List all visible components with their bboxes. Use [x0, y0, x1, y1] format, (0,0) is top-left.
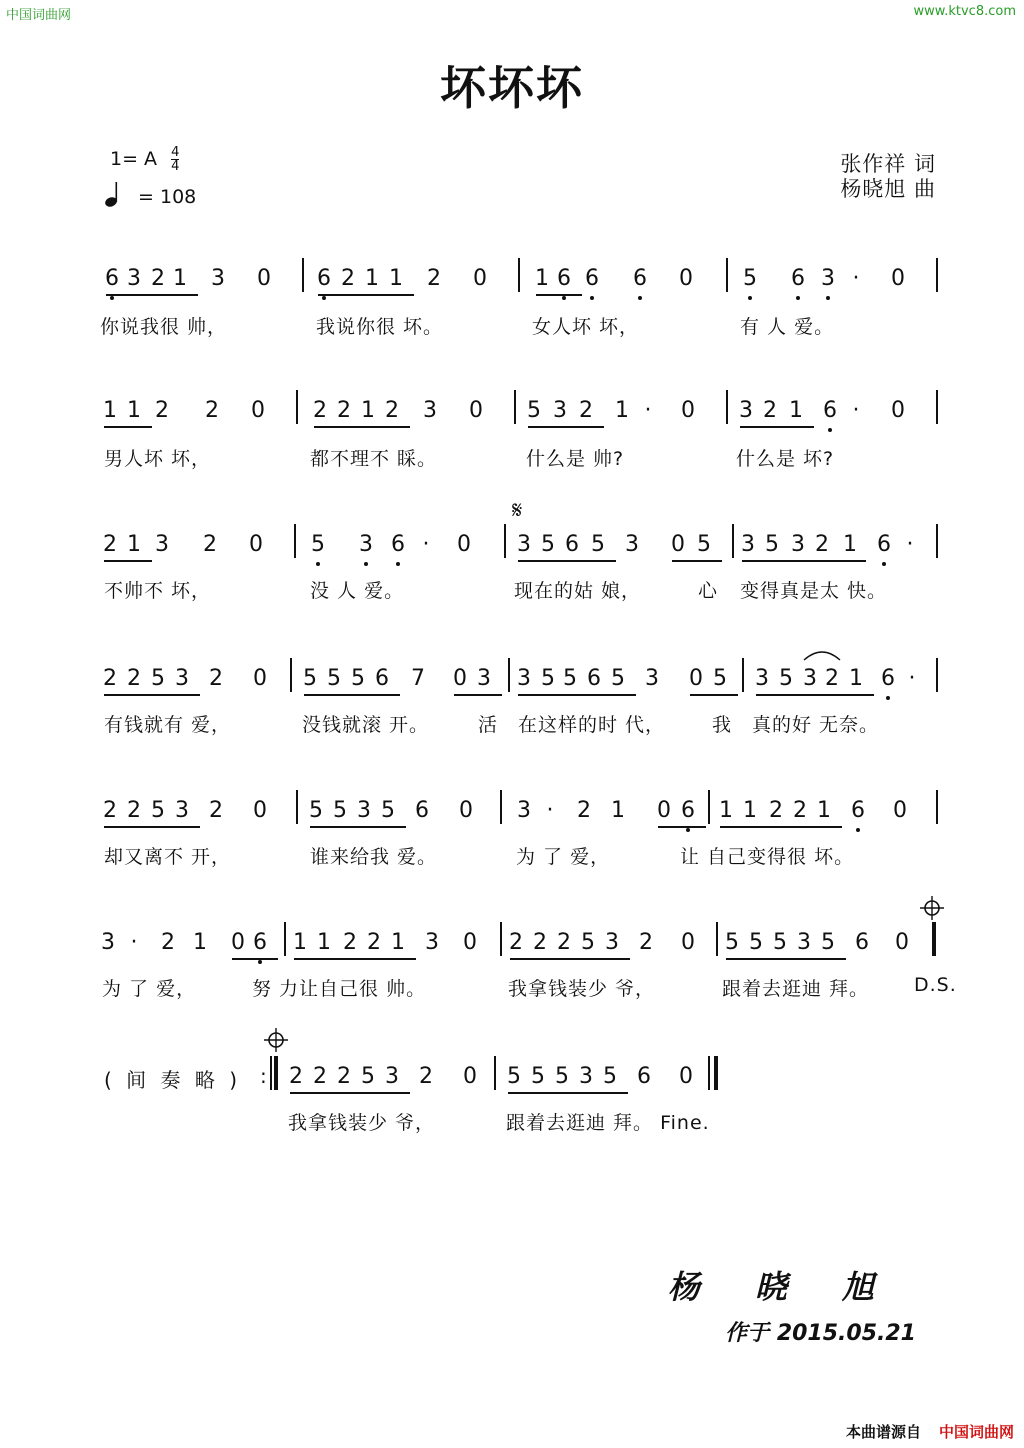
note: 5 — [151, 798, 165, 823]
lyric-segment: 不帅不 坏， — [104, 580, 212, 602]
note: 3 — [425, 930, 439, 955]
bar-line — [270, 1056, 272, 1090]
note: 1 — [317, 930, 331, 955]
bar-line — [302, 258, 304, 292]
note: 6 — [582, 266, 602, 291]
lyric-segment: 女人坏 坏， — [532, 316, 640, 338]
note: 1 — [103, 398, 117, 423]
note: 6 — [874, 532, 894, 557]
note: 1 — [535, 266, 549, 291]
thick-bar-line — [932, 922, 936, 956]
lyric-segment: 有 人 爱。 — [740, 316, 835, 338]
bar-line — [732, 524, 734, 558]
note: 2 — [209, 666, 223, 691]
time-bottom: 4 — [171, 159, 180, 174]
note: 1 — [389, 266, 403, 291]
beam-underline — [690, 694, 738, 696]
lyric-segment: 心 — [698, 580, 719, 602]
note: 3 — [553, 398, 567, 423]
note: 5 — [541, 532, 555, 557]
beam-underline — [290, 1092, 410, 1094]
note: 5 — [581, 930, 595, 955]
note: 6 — [102, 266, 122, 291]
lyric-segment: 活 — [478, 714, 499, 736]
lyric-segment: 我说你很 坏。 — [316, 316, 444, 338]
note: 3 — [175, 798, 189, 823]
note: 2 — [151, 266, 165, 291]
note: 1 — [789, 398, 803, 423]
note: 5 — [303, 666, 317, 691]
bar-line — [504, 524, 506, 558]
note: 3 — [818, 266, 838, 291]
note: 3 — [579, 1064, 593, 1089]
note: 3 — [357, 798, 371, 823]
note: 6 — [250, 930, 270, 955]
note: 6 — [848, 798, 868, 823]
lyric-segment: 为 了 爱， — [516, 846, 611, 868]
note: 2 — [343, 930, 357, 955]
lyricist: 张作祥 词 — [840, 152, 936, 176]
beam-underline — [740, 426, 814, 428]
note: 5 — [527, 398, 541, 423]
beam-underline — [232, 958, 278, 960]
bar-line — [518, 258, 520, 292]
note: 2 — [577, 798, 591, 823]
note: 1 — [843, 532, 857, 557]
note: 1 — [193, 930, 207, 955]
note: 5 — [361, 1064, 375, 1089]
note: 0 — [893, 798, 907, 823]
note: 6 — [415, 798, 429, 823]
note: 1 — [365, 266, 379, 291]
note: 1 — [615, 398, 629, 423]
note: · — [422, 532, 430, 557]
tempo-marking — [104, 180, 196, 208]
note: · — [130, 930, 138, 955]
note: 5 — [308, 532, 328, 557]
bar-line — [494, 1056, 496, 1090]
note: 0 — [671, 532, 685, 557]
note: 0 — [679, 1064, 693, 1089]
lyric-segment: 让 自己变得很 坏。 — [680, 846, 855, 868]
bar-line — [708, 1056, 710, 1090]
note: 0 — [463, 930, 477, 955]
note: 2 — [793, 798, 807, 823]
bar-line — [726, 258, 728, 292]
note: · — [644, 398, 652, 423]
thick-bar-line — [274, 1056, 278, 1090]
note: 0 — [469, 398, 483, 423]
note: 1 — [817, 798, 831, 823]
watermark-right: www.ktvc8.com — [913, 4, 1016, 19]
bar-line — [936, 658, 938, 692]
lyric-segment: 男人坏 坏， — [104, 448, 212, 470]
beam-underline — [314, 426, 410, 428]
lyric-segment: 什么是 帅? — [526, 448, 625, 470]
note: 3 — [385, 1064, 399, 1089]
note: 2 — [103, 798, 117, 823]
note: 0 — [891, 398, 905, 423]
note: 3 — [645, 666, 659, 691]
note: 3 — [101, 930, 115, 955]
note: 3 — [797, 930, 811, 955]
note: 3 — [127, 266, 141, 291]
note: 5 — [725, 930, 739, 955]
beam-underline — [518, 560, 616, 562]
note: 0 — [657, 798, 671, 823]
note: 0 — [473, 266, 487, 291]
beam-underline — [508, 1092, 628, 1094]
note: 5 — [541, 666, 555, 691]
note: 5 — [531, 1064, 545, 1089]
lyric-segment: 现在的姑 娘， — [514, 580, 642, 602]
note: 5 — [327, 666, 341, 691]
note: 0 — [459, 798, 473, 823]
beam-underline — [310, 826, 406, 828]
bar-line — [290, 658, 292, 692]
beam-underline — [304, 694, 400, 696]
notation-line — [0, 666, 1024, 706]
note: 2 — [763, 398, 777, 423]
bar-line — [716, 922, 718, 956]
note: 3 — [605, 930, 619, 955]
signature: 杨 晓 旭 — [667, 1268, 896, 1306]
note: 5 — [555, 1064, 569, 1089]
note: · — [852, 266, 860, 291]
note: 0 — [895, 930, 909, 955]
notation-line — [0, 532, 1024, 572]
note: 7 — [411, 666, 425, 691]
note: 6 — [855, 930, 869, 955]
note: 6 — [554, 266, 574, 291]
beam-underline — [294, 958, 416, 960]
lyric-segment: 在这样的时 代， — [518, 714, 666, 736]
beam-underline — [454, 694, 502, 696]
lyric-segment: 有钱就有 爱， — [104, 714, 232, 736]
lyric-segment: 都不理不 睬。 — [310, 448, 438, 470]
note: 6 — [630, 266, 650, 291]
note: 1 — [173, 266, 187, 291]
beam-underline — [104, 560, 152, 562]
note: 2 — [209, 798, 223, 823]
note: 2 — [289, 1064, 303, 1089]
notation-line — [0, 798, 1024, 838]
bar-line — [936, 258, 938, 292]
note: 5 — [563, 666, 577, 691]
beam-underline — [536, 294, 582, 296]
credits — [840, 152, 936, 202]
note: 2 — [103, 532, 117, 557]
note: 1 — [293, 930, 307, 955]
lyric-segment: 却又离不 开， — [104, 846, 232, 868]
note: 2 — [825, 666, 839, 691]
composer: 杨晓旭 曲 — [840, 177, 936, 201]
note: 5 — [591, 532, 605, 557]
note: 1 — [127, 532, 141, 557]
lyric-segment: 我 — [712, 714, 733, 736]
note: 5 — [821, 930, 835, 955]
note: 5 — [507, 1064, 521, 1089]
note: 3 — [155, 532, 169, 557]
note: 2 — [419, 1064, 433, 1089]
beam-underline — [318, 294, 414, 296]
lyric-segment: 我拿钱装少 爷， — [288, 1112, 436, 1134]
note: 5 — [773, 930, 787, 955]
note: 6 — [565, 532, 579, 557]
note: 5 — [765, 532, 779, 557]
note: 0 — [679, 266, 693, 291]
note: 2 — [509, 930, 523, 955]
note: 2 — [815, 532, 829, 557]
note: 2 — [127, 798, 141, 823]
note: 3 — [803, 666, 817, 691]
beam-underline — [106, 294, 198, 296]
bar-line — [726, 390, 728, 424]
note: 0 — [453, 666, 467, 691]
note: 2 — [313, 398, 327, 423]
note: 3 — [517, 666, 531, 691]
note: 5 — [611, 666, 625, 691]
beam-underline — [104, 826, 200, 828]
bar-line — [742, 658, 744, 692]
note: 1 — [127, 398, 141, 423]
coda-icon — [920, 896, 944, 920]
note: 0 — [463, 1064, 477, 1089]
note: 6 — [314, 266, 334, 291]
note: 5 — [749, 930, 763, 955]
note: 5 — [713, 666, 727, 691]
note: 2 — [579, 398, 593, 423]
lyric-segment: 我拿钱装少 爷， — [508, 978, 656, 1000]
note: 6 — [878, 666, 898, 691]
bar-line — [294, 524, 296, 558]
note: 6 — [587, 666, 601, 691]
bar-line — [708, 790, 710, 824]
lyric-segment: 变得真是太 快。 — [740, 580, 888, 602]
beam-underline — [658, 826, 706, 828]
lyric-segment: 你说我很 帅， — [100, 316, 228, 338]
bar-line — [936, 524, 938, 558]
note: 5 — [151, 666, 165, 691]
key-label: 1= A — [110, 148, 158, 170]
note: 6 — [788, 266, 808, 291]
note: · — [546, 798, 554, 823]
beam-underline — [104, 694, 200, 696]
footer-site: 中国词曲网 — [938, 1423, 1014, 1441]
note: 0 — [249, 532, 263, 557]
note: 5 — [697, 532, 711, 557]
bar-line — [296, 390, 298, 424]
note: 3 — [477, 666, 491, 691]
footer-text: 本曲谱源自 — [845, 1423, 921, 1441]
note: 0 — [231, 930, 245, 955]
note: 2 — [427, 266, 441, 291]
note: 5 — [603, 1064, 617, 1089]
beam-underline — [104, 426, 152, 428]
footer — [846, 1421, 1014, 1442]
note: 1 — [611, 798, 625, 823]
notation-line — [0, 398, 1024, 438]
note: 6 — [637, 1064, 651, 1089]
note: 2 — [639, 930, 653, 955]
note: 2 — [557, 930, 571, 955]
note: 3 — [423, 398, 437, 423]
note: 2 — [337, 398, 351, 423]
lyric-segment: 没 人 爱。 — [310, 580, 405, 602]
note: 0 — [253, 798, 267, 823]
note: 3 — [625, 532, 639, 557]
coda-icon-second — [264, 1028, 288, 1052]
lyric-segment: 跟着去逛迪 拜。 Fine. — [506, 1112, 710, 1134]
note: 0 — [681, 398, 695, 423]
lyric-segment: 跟着去逛迪 拜。 — [722, 978, 870, 1000]
note: 2 — [161, 930, 175, 955]
note: 5 — [779, 666, 793, 691]
beam-underline — [756, 694, 874, 696]
notation-line — [0, 930, 1024, 970]
note: · — [906, 532, 914, 557]
note: 0 — [457, 532, 471, 557]
note: 3 — [739, 398, 753, 423]
repeat-dots: : — [260, 1064, 267, 1088]
note: 2 — [337, 1064, 351, 1089]
interlude-note: ( 间 奏 略 ) — [104, 1068, 242, 1092]
bar-line — [514, 390, 516, 424]
segno-icon: 𝄋 — [512, 496, 523, 524]
lyric-segment: 谁来给我 爱。 — [310, 846, 438, 868]
note: 0 — [891, 266, 905, 291]
tempo-value: = 108 — [138, 186, 197, 208]
bar-line — [936, 390, 938, 424]
beam-underline — [672, 560, 722, 562]
watermark-left: 中国词曲网 — [6, 8, 72, 23]
note: 0 — [689, 666, 703, 691]
song-title: 坏坏坏 — [440, 61, 584, 115]
beam-underline — [510, 958, 630, 960]
bar-line — [500, 790, 502, 824]
note: 2 — [103, 666, 117, 691]
note: 6 — [375, 666, 389, 691]
note: 2 — [127, 666, 141, 691]
note: 3 — [791, 532, 805, 557]
note: · — [852, 398, 860, 423]
note: 0 — [257, 266, 271, 291]
note: 6 — [388, 532, 408, 557]
note: 2 — [313, 1064, 327, 1089]
note: 3 — [211, 266, 225, 291]
note: 5 — [740, 266, 760, 291]
thick-bar-line — [714, 1056, 718, 1090]
note: 2 — [203, 532, 217, 557]
note: 2 — [533, 930, 547, 955]
note: 3 — [741, 532, 755, 557]
note: 3 — [517, 798, 531, 823]
lyric-segment: D.S. — [914, 974, 957, 996]
beam-underline — [518, 694, 636, 696]
note: 1 — [743, 798, 757, 823]
beam-underline — [528, 426, 604, 428]
note: 2 — [769, 798, 783, 823]
lyric-segment: 没钱就滚 开。 — [302, 714, 430, 736]
time-signature — [171, 146, 179, 173]
beam-underline — [720, 826, 842, 828]
note: · — [908, 666, 916, 691]
note: 6 — [820, 398, 840, 423]
note: 1 — [849, 666, 863, 691]
note: 5 — [333, 798, 347, 823]
note: 3 — [755, 666, 769, 691]
note: 6 — [678, 798, 698, 823]
note: 0 — [253, 666, 267, 691]
lyric-segment: 为 了 爱， — [102, 978, 197, 1000]
note: 1 — [361, 398, 375, 423]
note: 0 — [681, 930, 695, 955]
key-signature — [110, 146, 179, 173]
beam-underline — [726, 958, 846, 960]
note: 3 — [175, 666, 189, 691]
note: 3 — [517, 532, 531, 557]
time-top: 4 — [171, 145, 180, 160]
note: 2 — [367, 930, 381, 955]
lyric-segment: 什么是 坏? — [736, 448, 835, 470]
note: 2 — [385, 398, 399, 423]
note: 0 — [251, 398, 265, 423]
lyric-segment: 真的好 无奈。 — [752, 714, 880, 736]
date-line: 作于 2015.05.21 — [725, 1321, 916, 1346]
note: 5 — [351, 666, 365, 691]
note: 2 — [341, 266, 355, 291]
bar-line — [296, 790, 298, 824]
note: 5 — [309, 798, 323, 823]
beam-underline — [742, 560, 866, 562]
note: 2 — [155, 398, 169, 423]
note: 5 — [381, 798, 395, 823]
note: 1 — [391, 930, 405, 955]
lyric-segment: 努 力让自己很 帅。 — [252, 978, 427, 1000]
notation-line — [0, 266, 1024, 306]
note: 1 — [719, 798, 733, 823]
note: 3 — [356, 532, 376, 557]
bar-line — [500, 922, 502, 956]
bar-line — [508, 658, 510, 692]
slur-mark — [802, 648, 842, 662]
quarter-note-icon — [104, 180, 124, 208]
bar-line — [284, 922, 286, 956]
bar-line — [936, 790, 938, 824]
note: 2 — [205, 398, 219, 423]
